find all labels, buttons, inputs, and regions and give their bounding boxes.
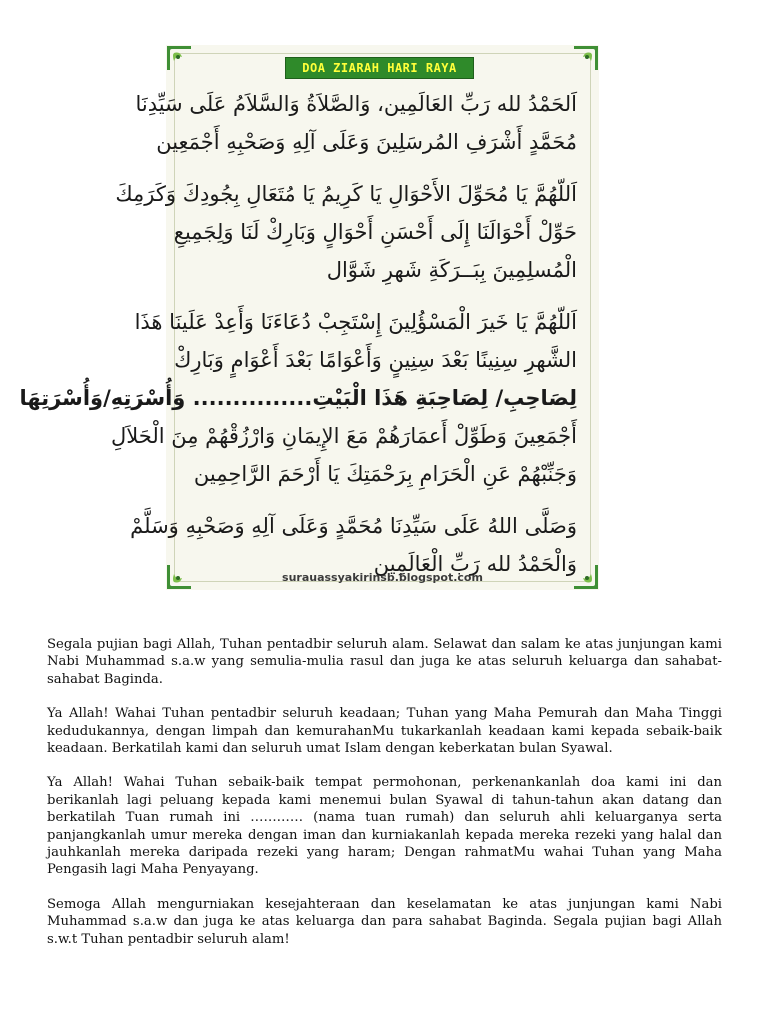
blog-watermark: surauassyakirinsb.blogspot.com: [282, 571, 483, 584]
translation-paragraph: Ya Allah! Wahai Tuhan sebaik-baik tempat permohonan, perkenankanlah doa kami ini dan berikanlah lagi peluang kepada kami menemui bulan Syawal di tahun-tahun akan datang dan berkatilah Tuan rumah ini ………… (nama tuan rumah) dan seluruh ahli keluarganya serta panjangkanlah umur mereka dengan iman dan kurniakanlah kepada mereka rezeki yang halal dan jauhkanlah mereka daripada rezeki yang haram; Dengan rahmatMu wahai Tuhan yang Maha Pengasih lagi Maha Penyayang.: [47, 775, 722, 878]
arabic-line: اَللّهُمَّ يَا خَيرَ الْمَسْؤُلِينَ إِسْتَجِبْ دُعَاءَنَا وَأَعِدْ عَلَينَا هَذَا: [134, 310, 577, 334]
arabic-paragraph: [115, 175, 577, 289]
arabic-line: حَوِّلْ أَحْوَالَنَا إِلَى أَحْسَنِ أَحْوَالٍ وَبَارِكْ لَنَا وَلِجَمِيعِ: [173, 220, 577, 244]
arabic-line: مُحَمَّدٍ أَشْرَفِ المُرسَلِينَ وَعَلَى آلِهِ وَصَحْبِهِ أَجْمَعِين: [156, 130, 577, 154]
arabic-line: اَلحَمْدُ لله رَبِّ العَالَمِين، وَالصَّلاَةُ وَالسَّلاَمُ عَلَى سَيِّدِنَا: [135, 92, 577, 116]
arabic-line: أَجْمَعِينَ وَطَوِّلْ أَعمَارَهُمْ مَعَ الإِيمَانِ وَارْزُقْهُمْ مِنَ الْحَلاَلِ: [111, 424, 577, 448]
arabic-line-host-name: لِصَاحِبِ/ لِصَاحِبَةِ هَذَا الْبَيْتِ............... وَأُسْرَتِهِ/وَأُسْرَتِهَا: [19, 386, 577, 410]
arabic-line: وَالْحَمْدُ لله رَبِّ الْعَالَمِين: [373, 552, 577, 576]
arabic-prayer-text: [19, 85, 577, 597]
arabic-line: وَجَنِّبْهُمْ عَنِ الْحَرَامِ بِرَحْمَتِكَ يَا أَرْحَمَ الرَّاحِمِين: [193, 462, 577, 486]
arabic-line: اَللّهُمَّ يَا مُحَوِّلَ الأَحْوَالِ يَا كَرِيمُ يَا مُتَعَالِ بِجُودِكَ وَكَرَمِكَ: [115, 182, 577, 206]
translation-paragraph: Semoga Allah mengurniakan kesejahteraan dan keselamatan ke atas junjungan kami Nabi Muhammad s.a.w dan juga ke atas keluarga dan para sahabat Baginda. Segala pujian bagi Allah s.w.t Tuhan pentadbir seluruh alam!: [47, 896, 722, 947]
translation-paragraph: Ya Allah! Wahai Tuhan pentadbir seluruh keadaan; Tuhan yang Maha Pemurah dan Maha Tinggi kedudukannya, dengan limpah dan kemurahanMu tukarkanlah keadaan kami kepada sebaik-baik keadaan. Berkatilah kami dan seluruh umat Islam dengan keberkatan bulan Syawal.: [47, 706, 722, 757]
arabic-line: وَصَلَّى اللهُ عَلَى سَيِّدِنَا مُحَمَّدٍ وَعَلَى آلِهِ وَصَحْبِهِ وَسَلَّمْ: [130, 514, 577, 538]
arabic-paragraph: [135, 85, 577, 161]
doa-title-banner: DOA ZIARAH HARI RAYA: [285, 57, 474, 79]
doa-image: [19, 45, 599, 590]
arabic-line: الْمُسلِمِينَ بِبَــرَكَةِ شَهرِ شَوَّال: [326, 258, 577, 282]
malay-translation: [47, 636, 722, 965]
arabic-paragraph: [19, 303, 577, 493]
arabic-line: الشَّهرِ سِنِينًا بَعْدَ سِنِينٍ وَأَعْوَامًا بَعْدَ أَعْوَامٍ وَبَارِكْ: [174, 348, 577, 372]
corner-ornament-icon: [166, 45, 192, 71]
corner-ornament-icon: [573, 45, 599, 71]
translation-paragraph: Segala pujian bagi Allah, Tuhan pentadbir seluruh alam. Selawat dan salam ke atas junjungan kami Nabi Muhammad s.a.w yang semulia-mulia rasul dan juga ke atas seluruh keluarga dan sahabat-sahabat Baginda.: [47, 637, 722, 687]
